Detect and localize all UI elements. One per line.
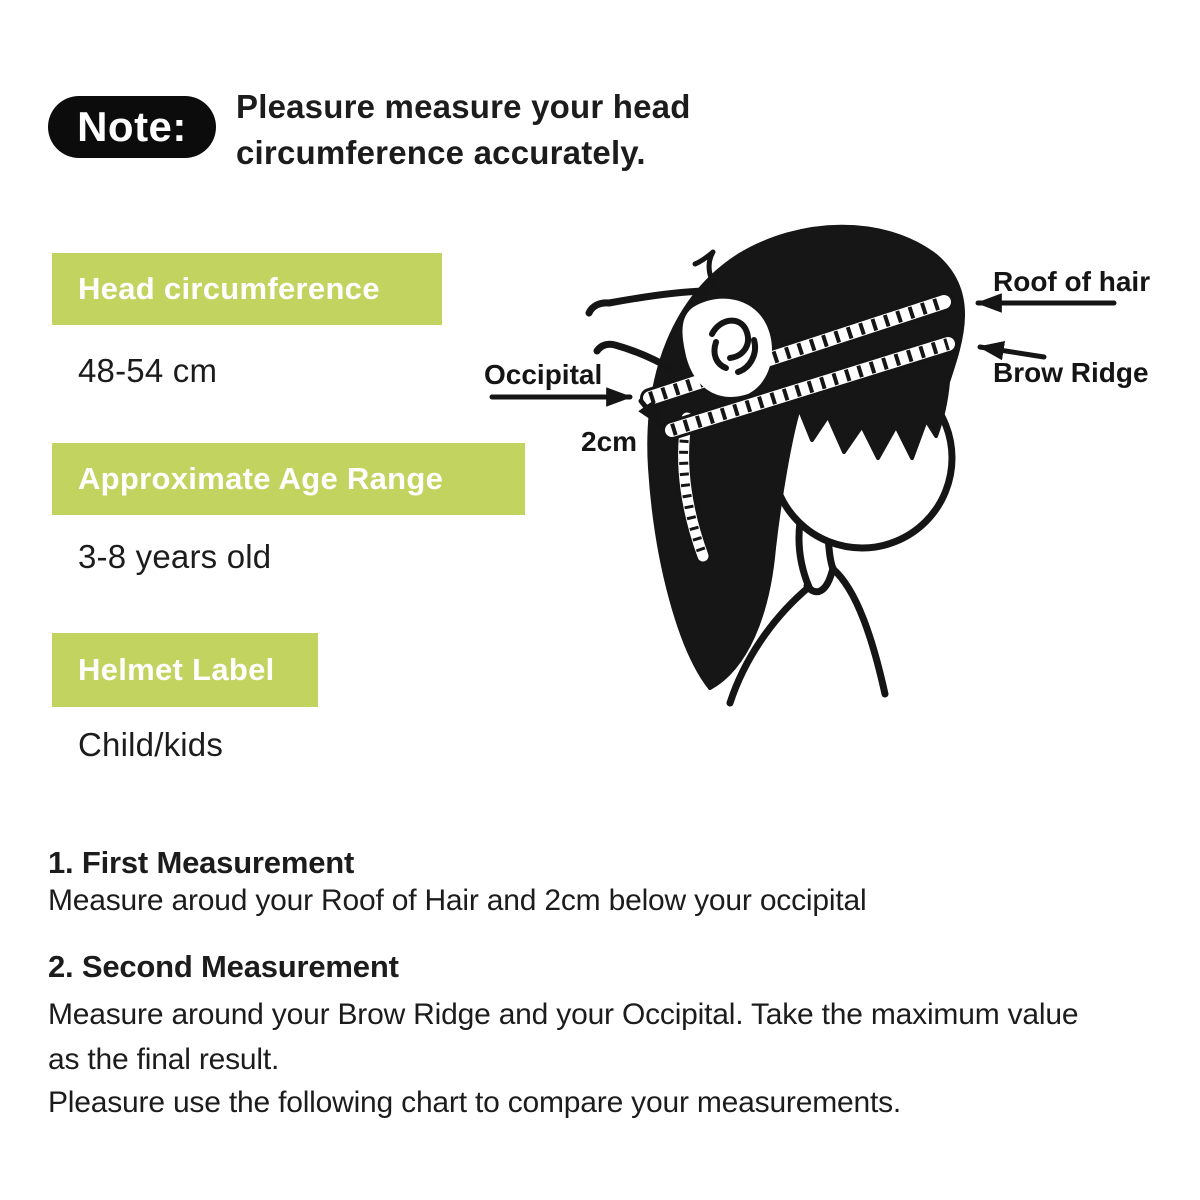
spec-label-head-circumference: Head circumference bbox=[78, 271, 380, 306]
note-heading-line2: circumference accurately. bbox=[236, 134, 646, 171]
second-measurement-text-line1: Measure around your Brow Ridge and your Occipital. Take the maximum value bbox=[48, 998, 1079, 1031]
note-heading bbox=[236, 84, 691, 176]
brow-ridge-label: Brow Ridge bbox=[993, 357, 1149, 388]
spec-box-helmet-label bbox=[52, 633, 318, 707]
spec-box-head-circumference bbox=[52, 253, 442, 325]
note-badge-label: Note: bbox=[77, 103, 187, 150]
occipital-label: Occipital bbox=[484, 359, 603, 390]
brow-ridge-arrow bbox=[980, 347, 1044, 357]
roof-of-hair-label: Roof of hair bbox=[993, 266, 1151, 297]
note-heading-line1: Pleasure measure your head bbox=[236, 88, 691, 125]
spec-label-helmet-label: Helmet Label bbox=[78, 652, 275, 687]
spec-value-head-circumference: 48-54 cm bbox=[78, 352, 218, 389]
spec-label-age-range: Approximate Age Range bbox=[78, 461, 444, 496]
spec-value-helmet-label: Child/kids bbox=[78, 726, 224, 763]
first-measurement-text: Measure aroud your Roof of Hair and 2cm below your occipital bbox=[48, 884, 867, 917]
second-measurement-text-line2: as the final result. bbox=[48, 1043, 280, 1076]
first-measurement-heading: 1. First Measurement bbox=[48, 845, 355, 880]
gap-2cm-label: 2cm bbox=[581, 426, 638, 457]
spec-value-age-range: 3-8 years old bbox=[78, 538, 272, 575]
closing-instruction-text: Pleasure use the following chart to compare your measurements. bbox=[48, 1086, 902, 1119]
note-badge bbox=[48, 96, 216, 158]
second-measurement-heading: 2. Second Measurement bbox=[48, 949, 399, 984]
head-measuring-illustration bbox=[440, 210, 1200, 830]
